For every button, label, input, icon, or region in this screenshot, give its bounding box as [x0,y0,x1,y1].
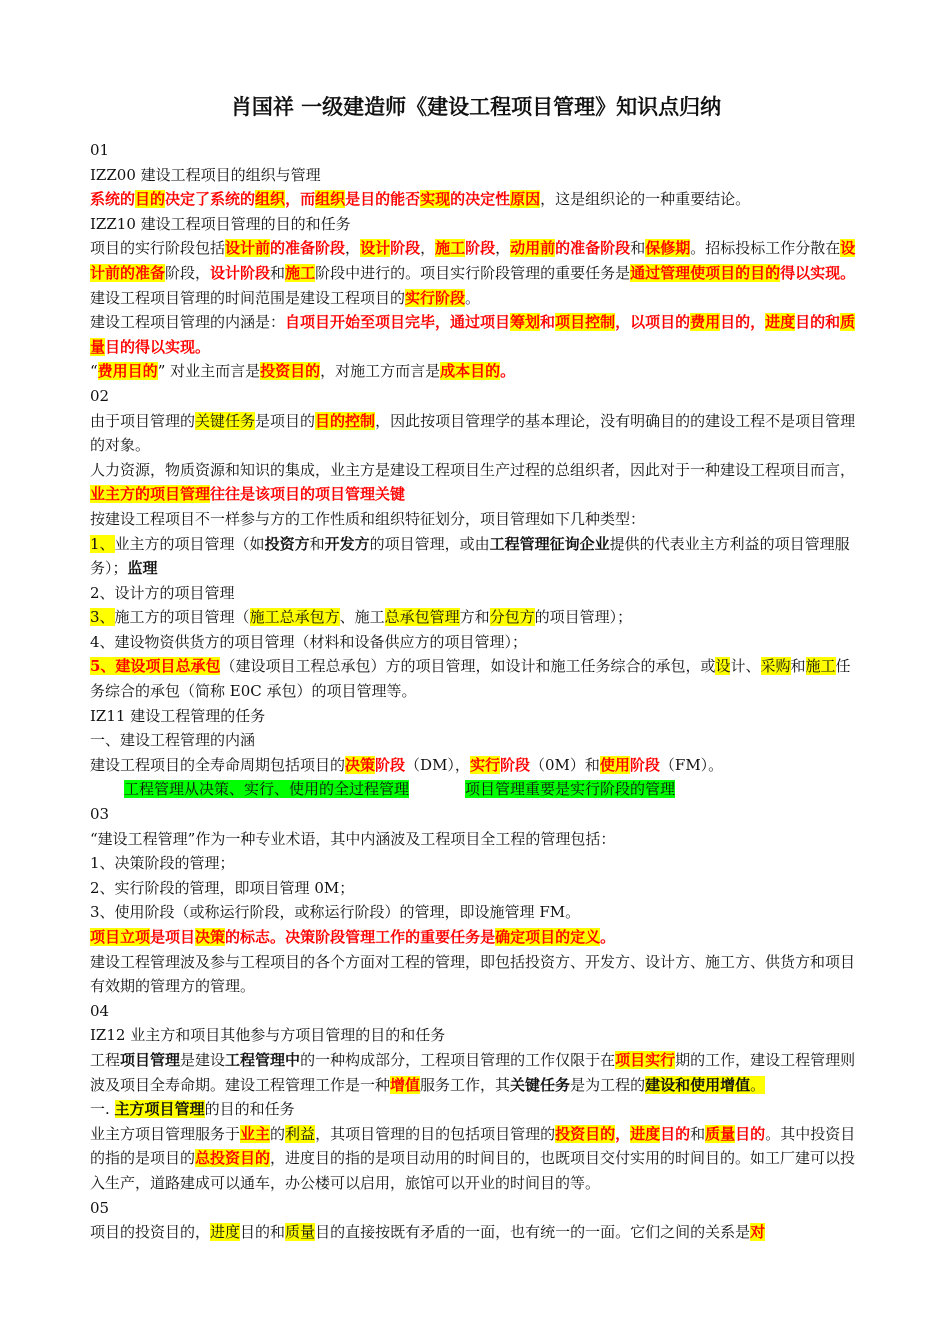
text-run: 目的控制 [315,411,376,430]
text-run: ，其项目管理的目的包括项目管理的 [315,1124,556,1143]
text-run: 使用 [599,755,630,774]
text-run: 1、 [90,534,115,553]
text-run: 5、建设项目总承包 [90,657,221,676]
text-run: ， [345,239,361,258]
text-run: 进度 [630,1124,661,1143]
text-run: 和 [630,239,646,258]
text-run: 、施工 [339,608,385,627]
text-run: 进度 [765,313,796,332]
text-run: 实现 [420,190,451,209]
paragraph [90,532,862,581]
text-run: 保修期 [645,239,691,258]
text-run: 主方项目管理 [114,1100,205,1119]
text-run: 决策 [195,928,226,946]
paragraph [90,654,862,703]
text-run: 业主方的项目管理（如 [114,534,265,553]
text-run: ， [420,239,436,258]
text-run: 增值 [390,1075,421,1094]
paragraph [90,802,862,827]
paragraph [90,286,862,311]
text-run: （DM）， [405,755,470,774]
text-run: 的项目管理）； [534,608,633,627]
text-run: 提供的代表业主方利益的项目管理服务）； [90,534,850,578]
text-run: 费用目的 [97,362,158,381]
text-run: 项目的实行阶段包括 [90,239,226,258]
paragraph [90,1023,862,1048]
text-run: （建设项目工程总承包）方的项目管理，如设计和施工任务综合的承包，或 [220,657,716,676]
text-run: 服务工作，其 [420,1075,511,1094]
paragraph [90,384,862,409]
text-run: 05 [90,1198,110,1217]
paragraph [90,138,862,163]
text-run: 业主方的项目管理 [90,485,211,504]
text-run: 施工 [435,239,466,258]
text-run: （0M）和 [529,755,600,774]
text-run: 按建设工程项目不一样参与方的工作性质和组织特征划分，项目管理如下几种类型： [90,509,646,528]
text-run: 业主 [240,1124,271,1143]
text-run: 系统的 [90,190,136,209]
text-run: 04 [90,1001,110,1020]
text-run: 和使用增值 [675,1075,751,1094]
text-run: 01 [90,141,110,159]
text-run: 2、设计方的项目管理 [90,583,235,602]
text-run: 项目管理重要是实行阶段的管理 [465,780,676,799]
text-run: 目的和 [240,1223,286,1242]
text-run: 和 [270,263,286,282]
text-run: “ [90,362,98,381]
text-run: 和 [309,534,325,553]
paragraph [90,605,862,630]
text-run: 业主方项目管理服务于 [90,1124,241,1143]
paragraph [90,187,862,212]
text-run: 目的， [720,313,766,332]
text-run: 决定了系统的 [165,190,256,209]
text-run: 工程管理征询企业 [489,534,610,553]
text-run: 设计前的准备 [90,239,856,282]
text-run: 目的和 [795,313,841,332]
text-run: 。 [465,288,481,307]
text-run: 的准备阶段 [555,239,631,258]
text-run: “建设工程管理”作为一种专业术语，其中内涵波及工程项目全工程的管理包括： [90,829,616,848]
paragraph [90,236,862,285]
text-run: 设计 [360,239,391,258]
text-run: ，以项目的 [615,313,691,332]
text-run: 往往是该项目的项目管理关键 [210,485,406,504]
text-run: 建设工程项目的全寿命周期包括项目的 [90,755,346,774]
text-run: 目的 [750,263,781,282]
text-run: ，对施工方而言是 [320,362,441,381]
paragraph [90,1048,862,1097]
text-run: 工程管理中 [225,1050,301,1069]
text-run: 项目控制 [555,313,616,332]
text-run: 工程 [90,1050,121,1069]
text-run: 阶段， [165,263,211,282]
paragraph [90,630,862,655]
text-run: 质量 [90,313,856,356]
text-run: 建设工程项目管理的内涵是： [90,313,286,332]
text-run: 任务综合的承包（简称 E0C 承包）的项目管理等。 [90,657,851,701]
paragraph [90,777,862,802]
text-run: ，因此按项目管理学的基本理论，没有明确目的的建设工程不是项目管理的对象。 [90,411,856,455]
paragraph [90,458,862,507]
text-run: 关键任务 [195,411,256,430]
paragraph [90,950,862,999]
text-run: IZZ00 建设工程项目的组织与管理 [90,165,321,184]
document-body [90,138,862,1245]
paragraph [90,1220,862,1245]
text-run: IZ12 业主方和项目其他参与方项目管理的目的和任务 [90,1026,446,1045]
text-run: 组织 [315,190,346,209]
text-run: 目的 [735,1124,766,1143]
paragraph [90,1122,862,1196]
text-run: 人力资源，物质资源和知识的集成，业主方是建设工程项目生产过程的总组织者，因此对于一种建设工程项目而言， [90,460,856,479]
text-run: 方和 [459,608,490,627]
text-run: 监理 [127,559,158,578]
text-run: ，进度目的指的是项目动用的时间目的，也既项目交付实用的时间目的。如工厂建可以投入生产，道路建成可以通车，办公楼可以启用，旅馆可以开业的时间目的等。 [90,1149,856,1192]
text-run: 阶段 [390,239,421,258]
text-run: 费用 [690,313,721,332]
text-run: 1、决策阶段的管理； [90,854,235,873]
text-run: 项目的投资目的， [90,1223,211,1242]
text-run: 4、建设物资供货方的项目管理（材料和设备供应方的项目管理）； [90,632,528,651]
text-run: 是项目的 [255,411,316,430]
text-run: 施工方的项目管理（ [114,608,250,627]
text-run: 关键任务 [510,1075,571,1094]
text-run: 成本目的 [440,362,501,381]
text-run: 投资目的 [555,1124,616,1143]
text-run: IZZ10 建设工程项目管理的目的和任务 [90,214,351,233]
text-run: 计、 [730,657,761,676]
text-run: 对 [750,1223,766,1242]
paragraph [90,827,862,852]
text-run: 和 [540,313,556,332]
text-run: 设计阶段 [210,263,271,282]
paragraph [90,851,862,876]
text-run: 。 [500,362,516,381]
text-run: 建设工程项目管理的时间范围是建设工程项目的 [90,288,406,307]
text-run: 项目立项 [90,928,151,946]
text-run: 阶段 [465,239,496,258]
text-run: 03 [90,805,110,824]
text-run: 的标志。 [225,928,286,946]
text-run: 是为工程的 [570,1075,646,1094]
text-run: 通过管理使项目的 [630,263,751,282]
text-run: 筹划 [510,313,541,332]
text-run: 的 [270,1124,286,1143]
text-run: 决策阶段管理工作的重要任务是 [285,928,496,946]
text-run: 的一种构成部分，工程项目管理的工作仅限于在 [300,1050,616,1069]
document-page [90,92,862,1245]
text-run: 工程管理从决策、实行、使用的全过程管理 [124,780,410,799]
text-run: 质量 [285,1223,316,1242]
text-run: 总投资目的 [195,1149,271,1168]
text-run: 质量 [705,1124,736,1143]
text-run: 的目的和任务 [204,1100,295,1119]
text-run: 设计前 [225,239,271,258]
text-run: ” 对业主而言是 [157,362,261,381]
text-run: 目的得以实现。 [105,337,211,356]
text-run: 。 [600,928,616,946]
text-run: 阶段 [499,755,530,774]
text-run: 3、使用阶段（或称运行阶段，或称运行阶段）的管理，即设施管理 FM。 [90,903,581,922]
text-run: 一、建设工程管理的内涵 [90,731,256,750]
text-run: 期的工作，建设工程管理则波及项目全寿命期。建设工程管理工作是一种 [90,1050,856,1094]
text-run: 是建设 [180,1050,226,1069]
paragraph [90,507,862,532]
text-run: 得以实现。 [780,263,856,282]
text-run: IZ11 建设工程管理的任务 [90,706,266,725]
text-run: 目的直接按既有矛盾的一面，也有统一的一面。它们之间的关系是 [315,1223,751,1242]
text-run: 阶段中进行的。项目实行阶段管理的重要任务是 [315,263,631,282]
text-run: 目的 [135,190,166,209]
paragraph [90,212,862,237]
text-run: 施工 [285,263,316,282]
paragraph [90,581,862,606]
text-run: 自项目开始至项目完毕，通过项目 [285,313,511,332]
text-run: 利益 [285,1124,316,1143]
text-run: 。其中投资目的指的是项目的 [90,1124,856,1168]
paragraph [90,1196,862,1221]
text-run: 是目的能否 [345,190,421,209]
paragraph [90,409,862,458]
text-run: 组织 [255,190,286,209]
paragraph [90,310,862,359]
text-run: 建设工程管理波及参与工程项目的各个方面对工程的管理，即包括投资方、开发方、设计方、施工方、供货方和项目有效期的管理方的管理。 [90,952,856,996]
text-run: 施工总承包方 [249,608,340,627]
text-run: ， [615,1124,631,1143]
paragraph [90,925,862,950]
text-run: 。招标投标工作分散在 [690,239,841,258]
text-run: 3、 [90,608,115,627]
text-run: 动用前 [510,239,556,258]
text-run: 项目管理 [120,1050,181,1069]
paragraph [90,876,862,901]
paragraph [90,753,862,778]
text-run: 设 [715,657,731,676]
text-run: 投资方 [264,534,310,553]
text-run: 和 [790,657,806,676]
text-run: 的准备阶段 [270,239,346,258]
paragraph [90,999,862,1024]
text-run: 分包方 [489,608,535,627]
text-run: 建设 [645,1075,676,1094]
text-run: ， [495,239,511,258]
paragraph [90,359,862,384]
text-run: 是项目 [150,928,196,946]
paragraph [90,900,862,925]
text-run: 阶段 [629,755,660,774]
paragraph [90,163,862,188]
paragraph [90,1097,862,1122]
text-run: 目的 [660,1124,691,1143]
document-title: 肖国祥 一级建造师《建设工程项目管理》知识点归纳 [230,94,722,119]
text-run: 和 [690,1124,706,1143]
text-run: 确定项目的定义 [495,928,601,946]
text-run: 由于项目管理的 [90,411,196,430]
text-run: 2、实行阶段的管理，即项目管理 0M； [90,878,355,897]
text-run: 决策 [345,755,376,774]
text-run: 的项目管理，或由 [369,534,490,553]
text-run: 实行 [469,755,500,774]
text-run: 原因 [510,190,541,209]
text-run: 投资目的 [260,362,321,381]
text-run: 。 [750,1075,766,1094]
text-run: 实行阶段 [405,288,466,307]
text-run: 施工 [805,657,836,676]
text-run: 一. [90,1100,115,1119]
text-run: 的决定性 [450,190,511,209]
text-run: 项目实行 [615,1050,676,1069]
text-run: ，这是组织论的一种重要结论。 [540,190,751,209]
paragraph [90,704,862,729]
text-run: 开发方 [324,534,370,553]
text-run: 02 [90,386,110,405]
paragraph [90,728,862,753]
text-run: 总承包管理 [384,608,460,627]
text-run: ，而 [285,190,316,209]
text-run: 进度 [210,1223,241,1242]
text-run: （FM）。 [659,755,724,774]
text-run: 阶段 [375,755,406,774]
text-run: 采购 [760,657,791,676]
